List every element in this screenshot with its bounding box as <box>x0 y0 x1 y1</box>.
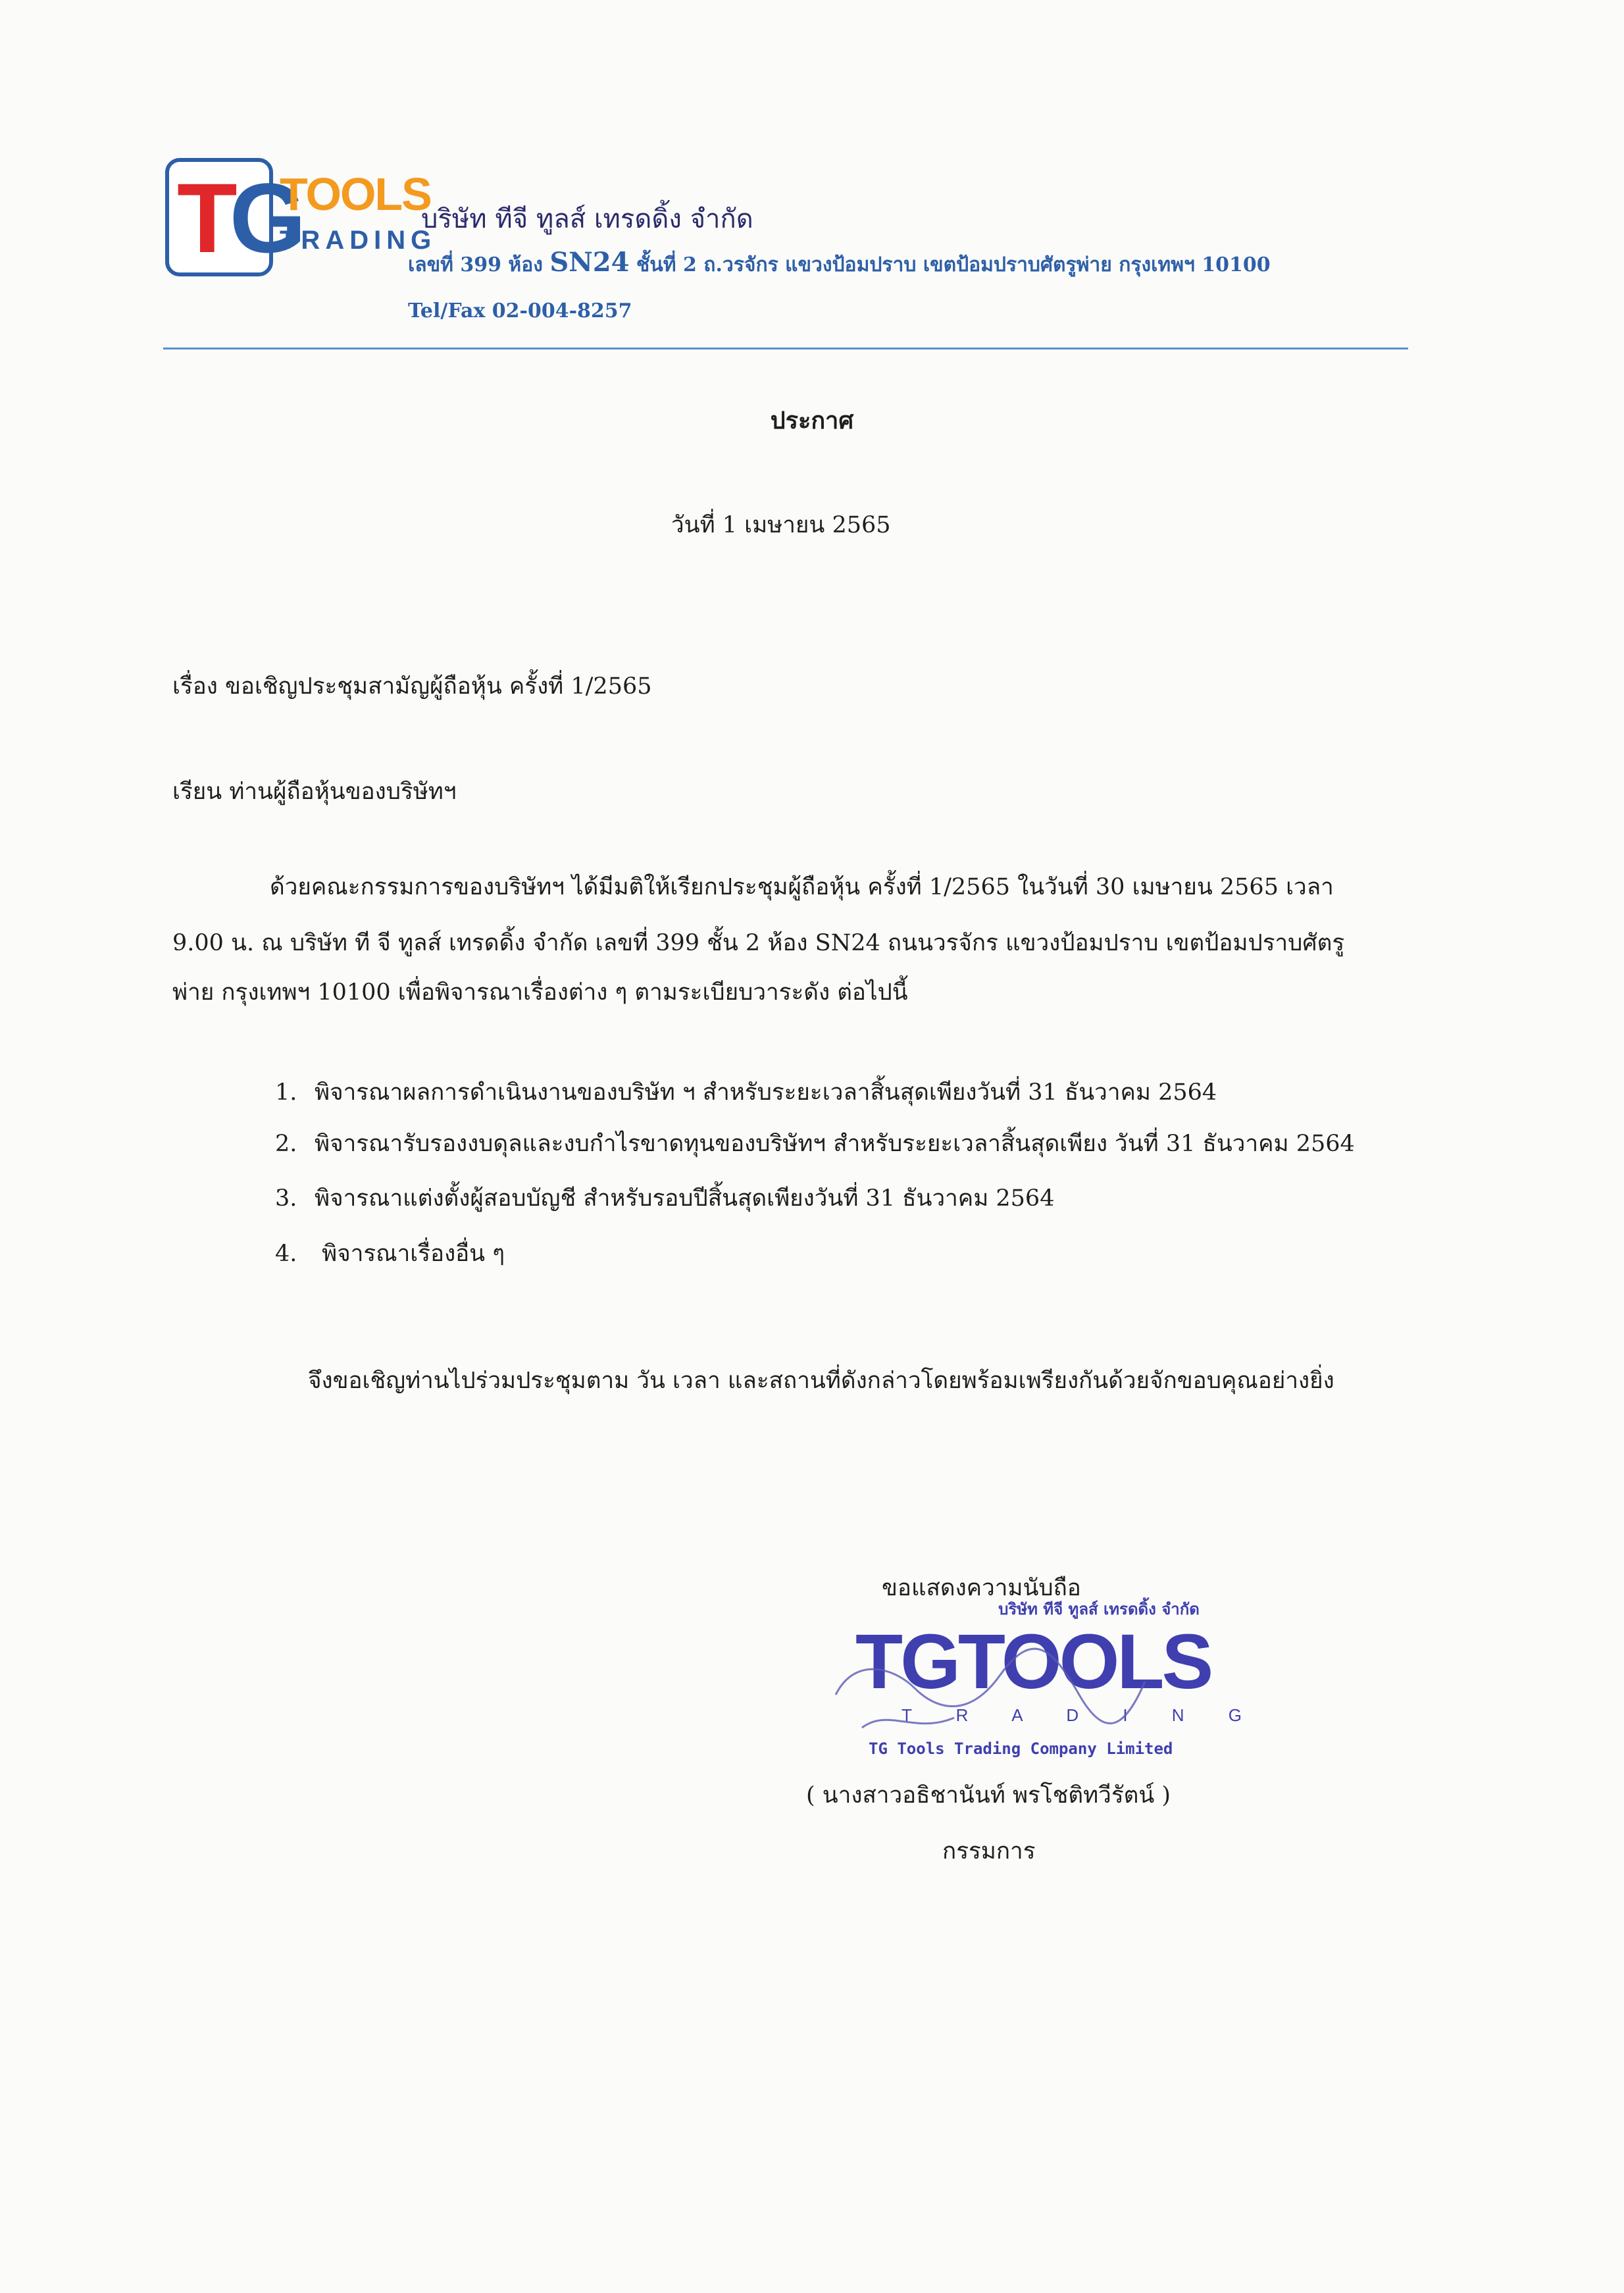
company-address <box>408 247 1271 280</box>
agenda-number: 1. <box>275 1079 297 1106</box>
stamp-bottom-text: TG Tools Trading Company Limited <box>869 1739 1173 1758</box>
company-name: บริษัท ทีจี ทูลส์ เทรดดิ้ง จำกัด <box>421 204 753 234</box>
company-stamp <box>816 1596 1290 1767</box>
agenda-number: 3. <box>275 1185 297 1212</box>
signer-title: กรรมการ <box>942 1838 1036 1865</box>
closing-sentence: จึงขอเชิญท่านไปร่วมประชุมตาม วัน เวลา และสถานที่ดังกล่าวโดยพร้อมเพรียงกันด้วยจักขอบคุณอย่างยิ่ง <box>308 1368 1334 1394</box>
address-part: ชั้นที่ 2 ถ.วรจักร แขวงป้อมปราบ เขตป้อมปราบศัตรูพ่าย กรุงเทพฯ 10100 <box>629 253 1271 276</box>
company-telfax: Tel/Fax 02-004-8257 <box>408 299 632 322</box>
agenda-item <box>275 1235 505 1272</box>
regards: ขอแสดงความนับถือ <box>882 1575 1081 1601</box>
stamp-trading-text: T R A D I N G <box>901 1705 1262 1725</box>
stamp-top-text: บริษัท ทีจี ทูลส์ เทรดดิ้ง จำกัด <box>998 1599 1200 1618</box>
agenda-number: 2. <box>275 1131 297 1157</box>
body-paragraph-line: 9.00 น. ณ บริษัท ที จี ทูลส์ เทรดดิ้ง จำกัด เลขที่ 399 ชั้น 2 ห้อง SN24 ถนนวรจักร แขวงป้อมปราบ เขตป้อมปราบศัตรู <box>172 930 1345 956</box>
agenda-text: พิจารณาแต่งตั้งผู้สอบบัญชี สำหรับรอบปีสิ้นสุดเพียงวันที่ 31 ธันวาคม 2564 <box>315 1185 1055 1212</box>
stamp-main-text: TGTOOLS <box>855 1618 1211 1705</box>
address-part: เลขที่ 399 ห้อง <box>408 253 550 276</box>
address-room: SN24 <box>549 247 630 278</box>
body-paragraph-line: ด้วยคณะกรรมการของบริษัทฯ ได้มีมติให้เรียกประชุมผู้ถือหุ้น ครั้งที่ 1/2565 ในวันที่ 30 เมษายน 2565 เวลา <box>270 874 1334 900</box>
logo-tools-text: TOOLS <box>280 168 431 220</box>
agenda-text: พิจารณาผลการดำเนินงานของบริษัท ฯ สำหรับระยะเวลาสิ้นสุดเพียงวันที่ 31 ธันวาคม 2564 <box>315 1079 1217 1106</box>
agenda-item <box>275 1074 1217 1110</box>
salutation: เรียน ท่านผู้ถือหุ้นของบริษัทฯ <box>172 779 457 805</box>
signer-name: ( นางสาวอธิชานันท์ พรโชติทวีรัตน์ ) <box>806 1782 1171 1809</box>
document-date: วันที่ 1 เมษายน 2565 <box>671 512 891 538</box>
subject-line: เรื่อง ขอเชิญประชุมสามัญผู้ถือหุ้น ครั้งที่ 1/2565 <box>172 673 652 700</box>
agenda-item <box>275 1125 1355 1162</box>
agenda-text: พิจารณาเรื่องอื่น ๆ <box>315 1241 505 1267</box>
company-logo <box>165 158 299 276</box>
logo-tg-mark: TG <box>177 163 299 273</box>
logo-trading-text: TRADING <box>280 226 437 255</box>
agenda-number: 4. <box>275 1241 297 1267</box>
header-divider <box>163 348 1408 349</box>
agenda-item <box>275 1180 1054 1216</box>
body-paragraph-line: พ่าย กรุงเทพฯ 10100 เพื่อพิจารณาเรื่องต่าง ๆ ตามระเบียบวาระดัง ต่อไปนี้ <box>172 979 908 1006</box>
agenda-text: พิจารณารับรองงบดุลและงบกำไรขาดทุนของบริษัทฯ สำหรับระยะเวลาสิ้นสุดเพียง วันที่ 31 ธันวาคม 2564 <box>315 1131 1355 1157</box>
document-title: ประกาศ <box>770 407 854 434</box>
